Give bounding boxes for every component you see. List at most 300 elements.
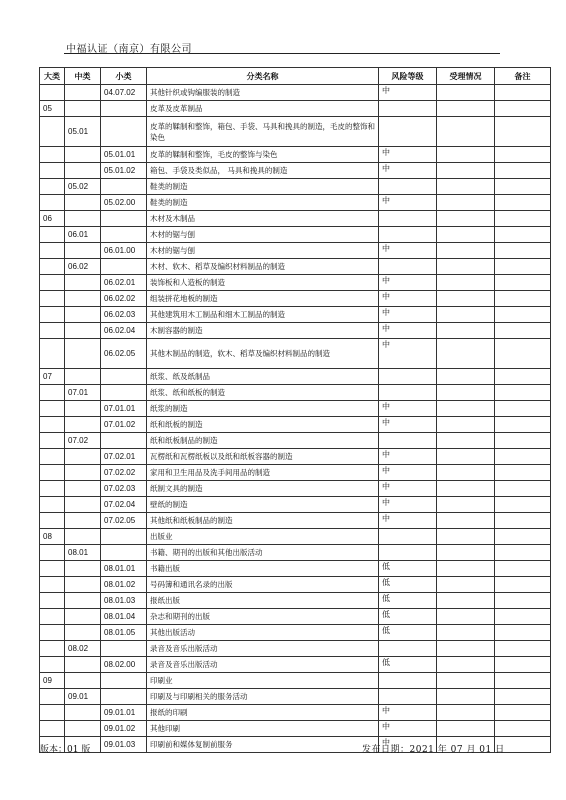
cell-risk: 中	[379, 291, 437, 307]
table-row	[40, 323, 551, 339]
cell-note	[495, 195, 551, 211]
cell-mid	[65, 593, 101, 609]
cell-name: 书籍、期刊的出版和其他出版活动	[147, 545, 379, 561]
cell-name: 木材的锯与刨	[147, 227, 379, 243]
cell-note	[495, 689, 551, 705]
cell-minor: 08.01.05	[101, 625, 147, 641]
cell-note	[495, 291, 551, 307]
cell-minor: 09.01.01	[101, 705, 147, 721]
cell-name: 木材、软木、稻草及编织材料制品的制造	[147, 259, 379, 275]
cell-major	[40, 481, 65, 497]
cell-status	[437, 339, 495, 369]
cell-minor: 07.02.01	[101, 449, 147, 465]
cell-mid	[65, 609, 101, 625]
cell-risk	[379, 227, 437, 243]
cell-minor: 08.01.03	[101, 593, 147, 609]
cell-minor: 06.02.01	[101, 275, 147, 291]
table-row	[40, 275, 551, 291]
table-row	[40, 433, 551, 449]
cell-major	[40, 721, 65, 737]
cell-mid: 07.02	[65, 433, 101, 449]
header-divider	[64, 53, 500, 54]
cell-note	[495, 243, 551, 259]
cell-risk	[379, 689, 437, 705]
table-header-row	[40, 68, 551, 85]
cell-risk	[379, 179, 437, 195]
cell-status	[437, 529, 495, 545]
cell-mid	[65, 449, 101, 465]
cell-major	[40, 705, 65, 721]
cell-name: 报纸出版	[147, 593, 379, 609]
col-header-status: 受理情况	[437, 68, 495, 85]
cell-mid: 09.01	[65, 689, 101, 705]
cell-minor	[101, 117, 147, 147]
table-row	[40, 673, 551, 689]
cell-status	[437, 227, 495, 243]
cell-minor: 06.01.00	[101, 243, 147, 259]
cell-risk	[379, 545, 437, 561]
cell-note	[495, 227, 551, 243]
cell-status	[437, 433, 495, 449]
cell-note	[495, 545, 551, 561]
cell-name: 其他纸和纸板制品的制造	[147, 513, 379, 529]
cell-minor	[101, 227, 147, 243]
cell-risk: 中	[379, 85, 437, 101]
col-header-mid: 中类	[65, 68, 101, 85]
cell-minor	[101, 673, 147, 689]
cell-status	[437, 243, 495, 259]
cell-note	[495, 307, 551, 323]
table-row	[40, 163, 551, 179]
table-row	[40, 657, 551, 673]
cell-risk	[379, 211, 437, 227]
cell-name: 纸制文具的制造	[147, 481, 379, 497]
cell-mid	[65, 275, 101, 291]
cell-minor: 05.01.01	[101, 147, 147, 163]
cell-name: 印刷及与印刷相关的服务活动	[147, 689, 379, 705]
cell-mid: 08.02	[65, 641, 101, 657]
cell-note	[495, 417, 551, 433]
cell-major	[40, 307, 65, 323]
cell-status	[437, 385, 495, 401]
cell-name: 家用和卫生用品及洗手间用品的制造	[147, 465, 379, 481]
table-row	[40, 211, 551, 227]
cell-minor	[101, 433, 147, 449]
col-header-note: 备注	[495, 68, 551, 85]
table-row	[40, 179, 551, 195]
cell-name: 纸和纸板制品的制造	[147, 433, 379, 449]
cell-status	[437, 561, 495, 577]
cell-status	[437, 673, 495, 689]
cell-risk	[379, 641, 437, 657]
table-row	[40, 401, 551, 417]
table-row	[40, 385, 551, 401]
cell-risk	[379, 385, 437, 401]
cell-minor: 07.02.02	[101, 465, 147, 481]
cell-mid	[65, 323, 101, 339]
cell-status	[437, 163, 495, 179]
cell-mid: 07.01	[65, 385, 101, 401]
cell-minor	[101, 385, 147, 401]
cell-mid	[65, 561, 101, 577]
cell-status	[437, 195, 495, 211]
cell-note	[495, 593, 551, 609]
cell-name: 壁纸的制造	[147, 497, 379, 513]
cell-name: 皮革及皮革制品	[147, 101, 379, 117]
cell-name: 报纸的印刷	[147, 705, 379, 721]
cell-minor: 07.02.04	[101, 497, 147, 513]
cell-name: 纸浆的制造	[147, 401, 379, 417]
cell-risk: 中	[379, 497, 437, 513]
cell-mid	[65, 673, 101, 689]
cell-note	[495, 369, 551, 385]
cell-minor: 06.02.04	[101, 323, 147, 339]
cell-mid	[65, 513, 101, 529]
cell-note	[495, 497, 551, 513]
cell-minor	[101, 545, 147, 561]
cell-status	[437, 307, 495, 323]
cell-status	[437, 449, 495, 465]
cell-name: 木制容器的制造	[147, 323, 379, 339]
cell-note	[495, 211, 551, 227]
cell-major	[40, 195, 65, 211]
table-row	[40, 577, 551, 593]
cell-mid	[65, 625, 101, 641]
cell-risk: 中	[379, 323, 437, 339]
cell-note	[495, 625, 551, 641]
cell-minor: 08.01.04	[101, 609, 147, 625]
cell-risk	[379, 529, 437, 545]
cell-mid	[65, 147, 101, 163]
table-row	[40, 307, 551, 323]
cell-status	[437, 417, 495, 433]
cell-major	[40, 385, 65, 401]
cell-name: 其他木制品的制造，软木、稻草及编织材料制品的制造	[147, 339, 379, 369]
cell-mid: 08.01	[65, 545, 101, 561]
cell-note	[495, 179, 551, 195]
cell-note	[495, 513, 551, 529]
cell-note	[495, 705, 551, 721]
table-body	[40, 85, 551, 753]
cell-status	[437, 101, 495, 117]
cell-risk: 中	[379, 243, 437, 259]
cell-risk: 低	[379, 609, 437, 625]
cell-note	[495, 85, 551, 101]
cell-note	[495, 401, 551, 417]
table-row	[40, 195, 551, 211]
cell-risk: 中	[379, 401, 437, 417]
cell-minor	[101, 369, 147, 385]
cell-risk: 低	[379, 625, 437, 641]
cell-risk: 中	[379, 449, 437, 465]
cell-note	[495, 433, 551, 449]
cell-status	[437, 593, 495, 609]
cell-major	[40, 417, 65, 433]
table-row	[40, 259, 551, 275]
cell-name: 鞋类的制造	[147, 195, 379, 211]
col-header-minor: 小类	[101, 68, 147, 85]
cell-name: 录音及音乐出版活动	[147, 657, 379, 673]
cell-major: 06	[40, 211, 65, 227]
cell-risk	[379, 259, 437, 275]
cell-note	[495, 561, 551, 577]
table-row	[40, 561, 551, 577]
cell-mid: 06.01	[65, 227, 101, 243]
cell-minor: 07.01.02	[101, 417, 147, 433]
cell-status	[437, 497, 495, 513]
table-row	[40, 85, 551, 101]
cell-mid	[65, 339, 101, 369]
cell-major	[40, 259, 65, 275]
cell-note	[495, 609, 551, 625]
table-row	[40, 369, 551, 385]
cell-minor: 05.01.02	[101, 163, 147, 179]
cell-mid	[65, 291, 101, 307]
table-row	[40, 545, 551, 561]
cell-status	[437, 211, 495, 227]
table-row	[40, 147, 551, 163]
cell-note	[495, 163, 551, 179]
cell-name: 印刷业	[147, 673, 379, 689]
cell-note	[495, 449, 551, 465]
cell-major	[40, 609, 65, 625]
cell-name: 杂志和期刊的出版	[147, 609, 379, 625]
cell-name: 木材的锯与刨	[147, 243, 379, 259]
cell-risk: 中	[379, 721, 437, 737]
cell-mid	[65, 497, 101, 513]
cell-major	[40, 513, 65, 529]
cell-note	[495, 657, 551, 673]
cell-mid: 06.02	[65, 259, 101, 275]
cell-minor: 06.02.05	[101, 339, 147, 369]
cell-major	[40, 433, 65, 449]
table-row	[40, 641, 551, 657]
cell-major	[40, 545, 65, 561]
cell-minor	[101, 179, 147, 195]
cell-minor: 08.02.00	[101, 657, 147, 673]
cell-status	[437, 689, 495, 705]
cell-mid	[65, 481, 101, 497]
cell-name: 箱包、手袋及类似品， 马具和挽具的制造	[147, 163, 379, 179]
cell-mid	[65, 243, 101, 259]
cell-status	[437, 481, 495, 497]
cell-minor	[101, 259, 147, 275]
cell-minor	[101, 211, 147, 227]
cell-minor: 07.02.05	[101, 513, 147, 529]
cell-risk: 中	[379, 417, 437, 433]
cell-risk: 中	[379, 163, 437, 179]
table-row	[40, 449, 551, 465]
cell-risk: 中	[379, 737, 437, 753]
cell-major	[40, 163, 65, 179]
cell-status	[437, 275, 495, 291]
cell-name: 其他建筑用木工制品和细木工制品的制造	[147, 307, 379, 323]
cell-note	[495, 577, 551, 593]
cell-minor	[101, 641, 147, 657]
cell-mid	[65, 85, 101, 101]
cell-minor	[101, 689, 147, 705]
cell-name: 鞋类的制造	[147, 179, 379, 195]
cell-mid	[65, 465, 101, 481]
cell-major: 08	[40, 529, 65, 545]
cell-risk: 低	[379, 657, 437, 673]
cell-major	[40, 689, 65, 705]
cell-minor	[101, 529, 147, 545]
cell-major: 07	[40, 369, 65, 385]
cell-minor: 06.02.03	[101, 307, 147, 323]
cell-mid	[65, 529, 101, 545]
cell-risk	[379, 369, 437, 385]
cell-major	[40, 465, 65, 481]
cell-status	[437, 147, 495, 163]
cell-status	[437, 641, 495, 657]
cell-risk: 低	[379, 561, 437, 577]
table-row	[40, 609, 551, 625]
cell-note	[495, 481, 551, 497]
table-row	[40, 101, 551, 117]
cell-mid	[65, 211, 101, 227]
table-row	[40, 593, 551, 609]
table-row	[40, 291, 551, 307]
cell-major	[40, 323, 65, 339]
cell-name: 其他印刷	[147, 721, 379, 737]
cell-mid	[65, 417, 101, 433]
cell-status	[437, 259, 495, 275]
cell-note	[495, 275, 551, 291]
cell-mid	[65, 401, 101, 417]
cell-major	[40, 593, 65, 609]
cell-risk: 中	[379, 147, 437, 163]
cell-mid	[65, 369, 101, 385]
cell-major	[40, 275, 65, 291]
cell-major	[40, 657, 65, 673]
cell-risk	[379, 673, 437, 689]
cell-risk	[379, 433, 437, 449]
cell-risk: 中	[379, 481, 437, 497]
cell-note	[495, 721, 551, 737]
table-row	[40, 243, 551, 259]
classification-table	[39, 67, 551, 753]
release-date: 发布日期：2021 年 07 月 01 日	[362, 745, 505, 755]
cell-name: 其他出版活动	[147, 625, 379, 641]
cell-status	[437, 85, 495, 101]
cell-mid	[65, 721, 101, 737]
cell-note	[495, 385, 551, 401]
table-row	[40, 481, 551, 497]
cell-mid	[65, 307, 101, 323]
table-row	[40, 497, 551, 513]
cell-status	[437, 705, 495, 721]
cell-mid	[65, 705, 101, 721]
cell-note	[495, 101, 551, 117]
table-row	[40, 721, 551, 737]
table-row	[40, 117, 551, 147]
cell-note	[495, 117, 551, 147]
cell-major	[40, 179, 65, 195]
cell-status	[437, 401, 495, 417]
cell-note	[495, 529, 551, 545]
cell-risk: 中	[379, 513, 437, 529]
cell-note	[495, 641, 551, 657]
cell-mid	[65, 163, 101, 179]
cell-major	[40, 147, 65, 163]
cell-mid	[65, 657, 101, 673]
table-row	[40, 705, 551, 721]
cell-major	[40, 497, 65, 513]
cell-status	[437, 179, 495, 195]
cell-status	[437, 117, 495, 147]
cell-major	[40, 227, 65, 243]
cell-status	[437, 465, 495, 481]
table-row	[40, 465, 551, 481]
cell-risk: 中	[379, 465, 437, 481]
cell-name: 出版业	[147, 529, 379, 545]
cell-name: 装饰板和人造板的制造	[147, 275, 379, 291]
cell-note	[495, 673, 551, 689]
cell-name: 皮革的鞣制和整饰，毛皮的整饰与染色	[147, 147, 379, 163]
cell-name: 其他针织或钩编服装的制造	[147, 85, 379, 101]
cell-minor: 08.01.02	[101, 577, 147, 593]
col-header-name: 分类名称	[147, 68, 379, 85]
cell-note	[495, 259, 551, 275]
cell-status	[437, 323, 495, 339]
cell-status	[437, 721, 495, 737]
cell-name: 印刷前和媒体复制前服务	[147, 737, 379, 753]
cell-status	[437, 513, 495, 529]
cell-name: 木材及木制品	[147, 211, 379, 227]
cell-risk: 低	[379, 593, 437, 609]
cell-risk: 中	[379, 705, 437, 721]
table-row	[40, 513, 551, 529]
cell-major	[40, 625, 65, 641]
cell-risk: 中	[379, 275, 437, 291]
cell-status	[437, 625, 495, 641]
cell-mid	[65, 195, 101, 211]
cell-major	[40, 449, 65, 465]
cell-minor: 07.01.01	[101, 401, 147, 417]
cell-mid	[65, 577, 101, 593]
cell-minor	[101, 101, 147, 117]
cell-status	[437, 369, 495, 385]
cell-status	[437, 657, 495, 673]
cell-mid	[65, 101, 101, 117]
cell-mid: 05.02	[65, 179, 101, 195]
cell-risk: 中	[379, 307, 437, 323]
cell-name: 纸浆、纸及纸制品	[147, 369, 379, 385]
cell-name: 纸浆、纸和纸板的制造	[147, 385, 379, 401]
table-row	[40, 689, 551, 705]
version-label: 版本：01 版	[40, 745, 91, 755]
cell-major	[40, 243, 65, 259]
cell-note	[495, 323, 551, 339]
table-row	[40, 529, 551, 545]
cell-major	[40, 291, 65, 307]
cell-name: 瓦楞纸和瓦楞纸板以及纸和纸板容器的制造	[147, 449, 379, 465]
cell-name: 书籍出版	[147, 561, 379, 577]
table-row	[40, 625, 551, 641]
cell-major	[40, 117, 65, 147]
cell-major	[40, 401, 65, 417]
cell-minor: 06.02.02	[101, 291, 147, 307]
cell-name: 组装拼花地板的制造	[147, 291, 379, 307]
cell-major	[40, 85, 65, 101]
cell-note	[495, 147, 551, 163]
cell-risk	[379, 101, 437, 117]
cell-mid: 05.01	[65, 117, 101, 147]
cell-minor: 08.01.01	[101, 561, 147, 577]
cell-note	[495, 465, 551, 481]
table-row	[40, 339, 551, 369]
